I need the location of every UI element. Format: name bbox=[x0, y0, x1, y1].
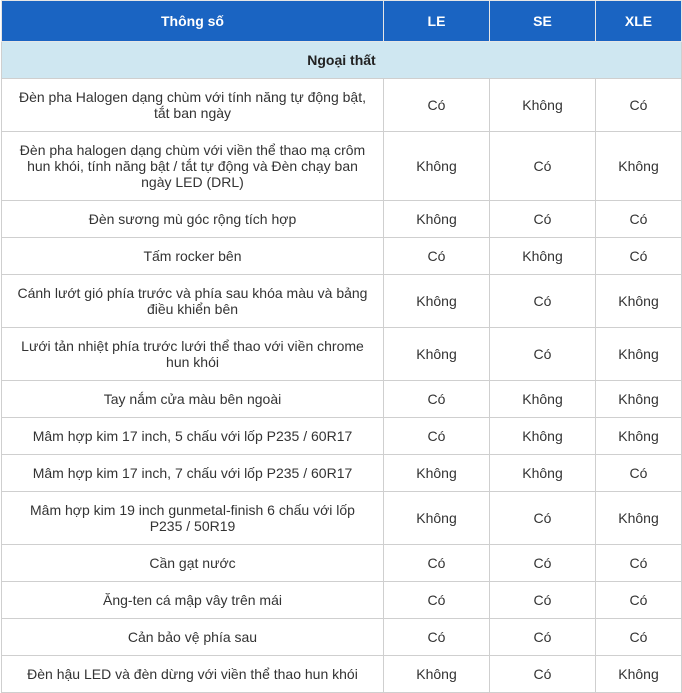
feature-name: Mâm hợp kim 17 inch, 5 chấu với lốp P235 / 60R17 bbox=[2, 418, 384, 455]
feature-name: Cánh lướt gió phía trước và phía sau khóa màu và bảng điều khiển bên bbox=[2, 275, 384, 328]
table-row bbox=[2, 418, 682, 455]
se-value: Có bbox=[490, 328, 596, 381]
se-value: Có bbox=[490, 545, 596, 582]
feature-name: Ăng-ten cá mập vây trên mái bbox=[2, 582, 384, 619]
feature-name: Tấm rocker bên bbox=[2, 238, 384, 275]
xle-value: Có bbox=[596, 619, 682, 656]
feature-name: Mâm hợp kim 17 inch, 7 chấu với lốp P235 / 60R17 bbox=[2, 455, 384, 492]
xle-value: Không bbox=[596, 492, 682, 545]
header-row bbox=[2, 1, 682, 42]
xle-value: Không bbox=[596, 132, 682, 201]
le-value: Không bbox=[384, 492, 490, 545]
table-row bbox=[2, 275, 682, 328]
le-value: Không bbox=[384, 201, 490, 238]
le-value: Không bbox=[384, 275, 490, 328]
se-value: Có bbox=[490, 656, 596, 693]
se-value: Không bbox=[490, 418, 596, 455]
feature-name: Tay nắm cửa màu bên ngoài bbox=[2, 381, 384, 418]
table-row bbox=[2, 328, 682, 381]
xle-value: Có bbox=[596, 545, 682, 582]
table-row bbox=[2, 656, 682, 693]
feature-name: Lưới tản nhiệt phía trước lưới thể thao với viền chrome hun khói bbox=[2, 328, 384, 381]
se-value: Có bbox=[490, 275, 596, 328]
xle-value: Không bbox=[596, 328, 682, 381]
table-row bbox=[2, 132, 682, 201]
feature-name: Đèn pha Halogen dạng chùm với tính năng tự động bật, tắt ban ngày bbox=[2, 79, 384, 132]
se-value: Không bbox=[490, 238, 596, 275]
table-row bbox=[2, 545, 682, 582]
le-value: Có bbox=[384, 582, 490, 619]
se-value: Không bbox=[490, 381, 596, 418]
le-value: Không bbox=[384, 132, 490, 201]
header-le: LE bbox=[384, 1, 490, 42]
xle-value: Có bbox=[596, 238, 682, 275]
se-value: Có bbox=[490, 201, 596, 238]
se-value: Không bbox=[490, 455, 596, 492]
feature-name: Đèn sương mù góc rộng tích hợp bbox=[2, 201, 384, 238]
table-row bbox=[2, 238, 682, 275]
se-value: Có bbox=[490, 492, 596, 545]
section-row bbox=[2, 42, 682, 79]
xle-value: Có bbox=[596, 455, 682, 492]
le-value: Có bbox=[384, 619, 490, 656]
le-value: Không bbox=[384, 656, 490, 693]
se-value: Không bbox=[490, 79, 596, 132]
le-value: Không bbox=[384, 328, 490, 381]
section-title: Ngoại thất bbox=[2, 42, 682, 79]
table-row bbox=[2, 455, 682, 492]
table-row bbox=[2, 619, 682, 656]
le-value: Có bbox=[384, 545, 490, 582]
se-value: Có bbox=[490, 582, 596, 619]
table-row bbox=[2, 582, 682, 619]
header-xle: XLE bbox=[596, 1, 682, 42]
xle-value: Có bbox=[596, 201, 682, 238]
xle-value: Không bbox=[596, 275, 682, 328]
le-value: Có bbox=[384, 381, 490, 418]
le-value: Có bbox=[384, 238, 490, 275]
xle-value: Có bbox=[596, 582, 682, 619]
table-row bbox=[2, 201, 682, 238]
table-row bbox=[2, 492, 682, 545]
table-row bbox=[2, 79, 682, 132]
feature-name: Đèn hậu LED và đèn dừng với viền thể thao hun khói bbox=[2, 656, 384, 693]
header-spec: Thông số bbox=[2, 1, 384, 42]
feature-name: Đèn pha halogen dạng chùm với viền thể thao mạ crôm hun khói, tính năng bật / tắt tự động và Đèn chạy ban ngày LED (DRL) bbox=[2, 132, 384, 201]
table-row bbox=[2, 381, 682, 418]
feature-name: Cản bảo vệ phía sau bbox=[2, 619, 384, 656]
xle-value: Không bbox=[596, 418, 682, 455]
spec-table bbox=[1, 0, 682, 693]
le-value: Không bbox=[384, 455, 490, 492]
xle-value: Có bbox=[596, 79, 682, 132]
feature-name: Cần gạt nước bbox=[2, 545, 384, 582]
le-value: Có bbox=[384, 79, 490, 132]
se-value: Có bbox=[490, 132, 596, 201]
se-value: Có bbox=[490, 619, 596, 656]
xle-value: Không bbox=[596, 381, 682, 418]
le-value: Có bbox=[384, 418, 490, 455]
header-se: SE bbox=[490, 1, 596, 42]
feature-name: Mâm hợp kim 19 inch gunmetal-finish 6 chấu với lốp P235 / 50R19 bbox=[2, 492, 384, 545]
xle-value: Không bbox=[596, 656, 682, 693]
